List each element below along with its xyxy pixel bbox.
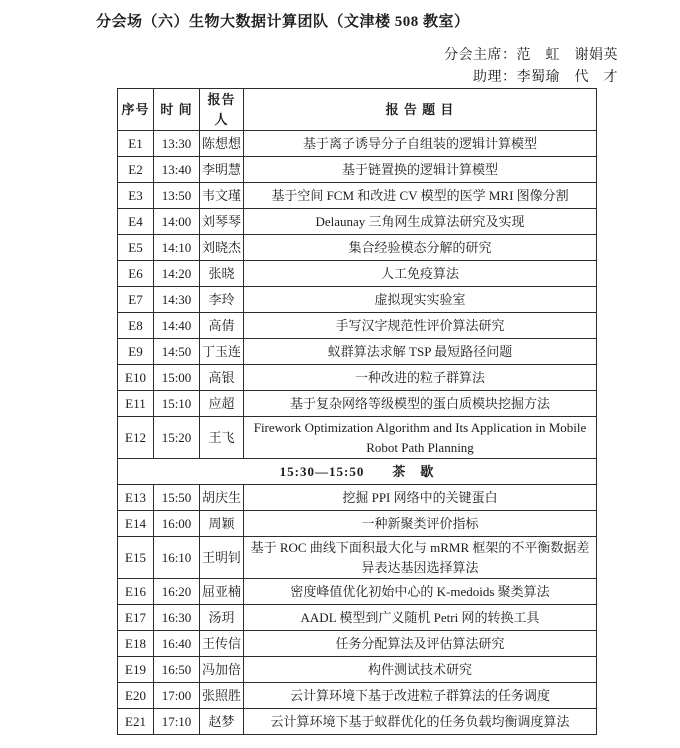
talk-time: 16:00	[154, 511, 200, 537]
talk-id: E10	[118, 365, 154, 391]
talk-time: 15:10	[154, 391, 200, 417]
talk-time: 17:10	[154, 709, 200, 735]
talk-time: 16:20	[154, 579, 200, 605]
talk-speaker: 高倩	[200, 313, 244, 339]
talk-row	[118, 537, 597, 579]
talk-title: 密度峰值优化初始中心的 K-medoids 聚类算法	[244, 579, 597, 605]
table-header-row	[118, 89, 597, 131]
talk-id: E19	[118, 657, 154, 683]
talk-title: 基于 ROC 曲线下面积最大化与 mRMR 框架的不平衡数据差异表达基因选择算法	[244, 537, 597, 579]
talk-title: 虚拟现实实验室	[244, 287, 597, 313]
column-header-id: 序号	[118, 89, 154, 131]
talk-row	[118, 579, 597, 605]
talk-speaker: 屈亚楠	[200, 579, 244, 605]
talk-time: 13:50	[154, 183, 200, 209]
talk-time: 17:00	[154, 683, 200, 709]
talk-title: AADL 模型到广义随机 Petri 网的转换工具	[244, 605, 597, 631]
talk-title: 基于离子诱导分子自组装的逻辑计算模型	[244, 131, 597, 157]
talk-row	[118, 287, 597, 313]
talk-row	[118, 683, 597, 709]
tea-break-label: 15:30—15:50 茶 歇	[118, 459, 597, 485]
talk-title: 构件测试技术研究	[244, 657, 597, 683]
talk-title: 一种新聚类评价指标	[244, 511, 597, 537]
talk-time: 15:20	[154, 417, 200, 459]
talk-speaker: 刘晓杰	[200, 235, 244, 261]
talk-row	[118, 183, 597, 209]
talk-time: 14:10	[154, 235, 200, 261]
talk-speaker: 赵梦	[200, 709, 244, 735]
talk-id: E1	[118, 131, 154, 157]
talk-id: E20	[118, 683, 154, 709]
talk-time: 14:20	[154, 261, 200, 287]
column-header-speaker: 报告人	[200, 89, 244, 131]
talk-speaker: 陈想想	[200, 131, 244, 157]
talk-id: E12	[118, 417, 154, 459]
talk-id: E4	[118, 209, 154, 235]
talk-time: 16:10	[154, 537, 200, 579]
talk-title: 集合经验模态分解的研究	[244, 235, 597, 261]
talk-speaker: 冯加倍	[200, 657, 244, 683]
talk-row	[118, 417, 597, 459]
talk-speaker: 胡庆生	[200, 485, 244, 511]
talk-id: E9	[118, 339, 154, 365]
column-header-title: 报 告 题 目	[244, 89, 597, 131]
talk-time: 14:30	[154, 287, 200, 313]
talk-row	[118, 511, 597, 537]
talk-title: 基于复杂网络等级模型的蛋白质模块挖掘方法	[244, 391, 597, 417]
talk-id: E6	[118, 261, 154, 287]
talk-time: 14:40	[154, 313, 200, 339]
schedule-table	[117, 88, 597, 735]
talk-row	[118, 313, 597, 339]
talk-speaker: 张照胜	[200, 683, 244, 709]
talk-title: 人工免疫算法	[244, 261, 597, 287]
talk-time: 13:40	[154, 157, 200, 183]
talk-speaker: 刘琴琴	[200, 209, 244, 235]
talk-row	[118, 261, 597, 287]
talk-speaker: 王明钊	[200, 537, 244, 579]
talk-row	[118, 365, 597, 391]
talk-time: 13:30	[154, 131, 200, 157]
talk-id: E7	[118, 287, 154, 313]
talk-title: 蚁群算法求解 TSP 最短路径问题	[244, 339, 597, 365]
talk-time: 14:50	[154, 339, 200, 365]
talk-speaker: 李明慧	[200, 157, 244, 183]
talk-id: E15	[118, 537, 154, 579]
talk-time: 16:50	[154, 657, 200, 683]
talk-row	[118, 131, 597, 157]
talk-id: E3	[118, 183, 154, 209]
talk-id: E17	[118, 605, 154, 631]
talk-time: 15:50	[154, 485, 200, 511]
talk-speaker: 丁玉连	[200, 339, 244, 365]
talk-id: E11	[118, 391, 154, 417]
talk-row	[118, 631, 597, 657]
talk-row	[118, 209, 597, 235]
talk-speaker: 张晓	[200, 261, 244, 287]
talk-title: 云计算环境下基于改进粒子群算法的任务调度	[244, 683, 597, 709]
talk-id: E18	[118, 631, 154, 657]
column-header-time: 时 间	[154, 89, 200, 131]
talk-title: 一种改进的粒子群算法	[244, 365, 597, 391]
talk-id: E13	[118, 485, 154, 511]
talk-id: E21	[118, 709, 154, 735]
talk-id: E14	[118, 511, 154, 537]
talk-speaker: 王飞	[200, 417, 244, 459]
talk-row	[118, 657, 597, 683]
talk-time: 14:00	[154, 209, 200, 235]
session-assistants-line: 助理：李蜀瑜 代 才	[473, 70, 618, 85]
session-chairs-line: 分会主席：范 虹 谢娟英	[444, 48, 618, 63]
talk-id: E5	[118, 235, 154, 261]
talk-row	[118, 485, 597, 511]
talk-row	[118, 605, 597, 631]
talk-title: Firework Optimization Algorithm and Its Application in Mobile Robot Path Planning	[244, 417, 597, 459]
talk-speaker: 应超	[200, 391, 244, 417]
talk-speaker: 高银	[200, 365, 244, 391]
talk-speaker: 韦文瑾	[200, 183, 244, 209]
talk-time: 15:00	[154, 365, 200, 391]
session-title: 分会场（六）生物大数据计算团队（文津楼 508 教室）	[96, 14, 470, 30]
talk-id: E16	[118, 579, 154, 605]
talk-row	[118, 709, 597, 735]
talk-id: E8	[118, 313, 154, 339]
talk-time: 16:40	[154, 631, 200, 657]
talk-row	[118, 235, 597, 261]
talk-title: 基于链置换的逻辑计算模型	[244, 157, 597, 183]
talk-title: 任务分配算法及评估算法研究	[244, 631, 597, 657]
talk-row	[118, 339, 597, 365]
tea-break-row	[118, 459, 597, 485]
talk-id: E2	[118, 157, 154, 183]
talk-title: 手写汉字规范性评价算法研究	[244, 313, 597, 339]
talk-title: 挖掘 PPI 网络中的关键蛋白	[244, 485, 597, 511]
talk-speaker: 王传信	[200, 631, 244, 657]
talk-row	[118, 391, 597, 417]
talk-row	[118, 157, 597, 183]
talk-title: 基于空间 FCM 和改进 CV 模型的医学 MRI 图像分割	[244, 183, 597, 209]
talk-time: 16:30	[154, 605, 200, 631]
talk-speaker: 汤玥	[200, 605, 244, 631]
talk-speaker: 李玲	[200, 287, 244, 313]
talk-title: Delaunay 三角网生成算法研究及实现	[244, 209, 597, 235]
talk-speaker: 周颖	[200, 511, 244, 537]
talk-title: 云计算环境下基于蚁群优化的任务负载均衡调度算法	[244, 709, 597, 735]
